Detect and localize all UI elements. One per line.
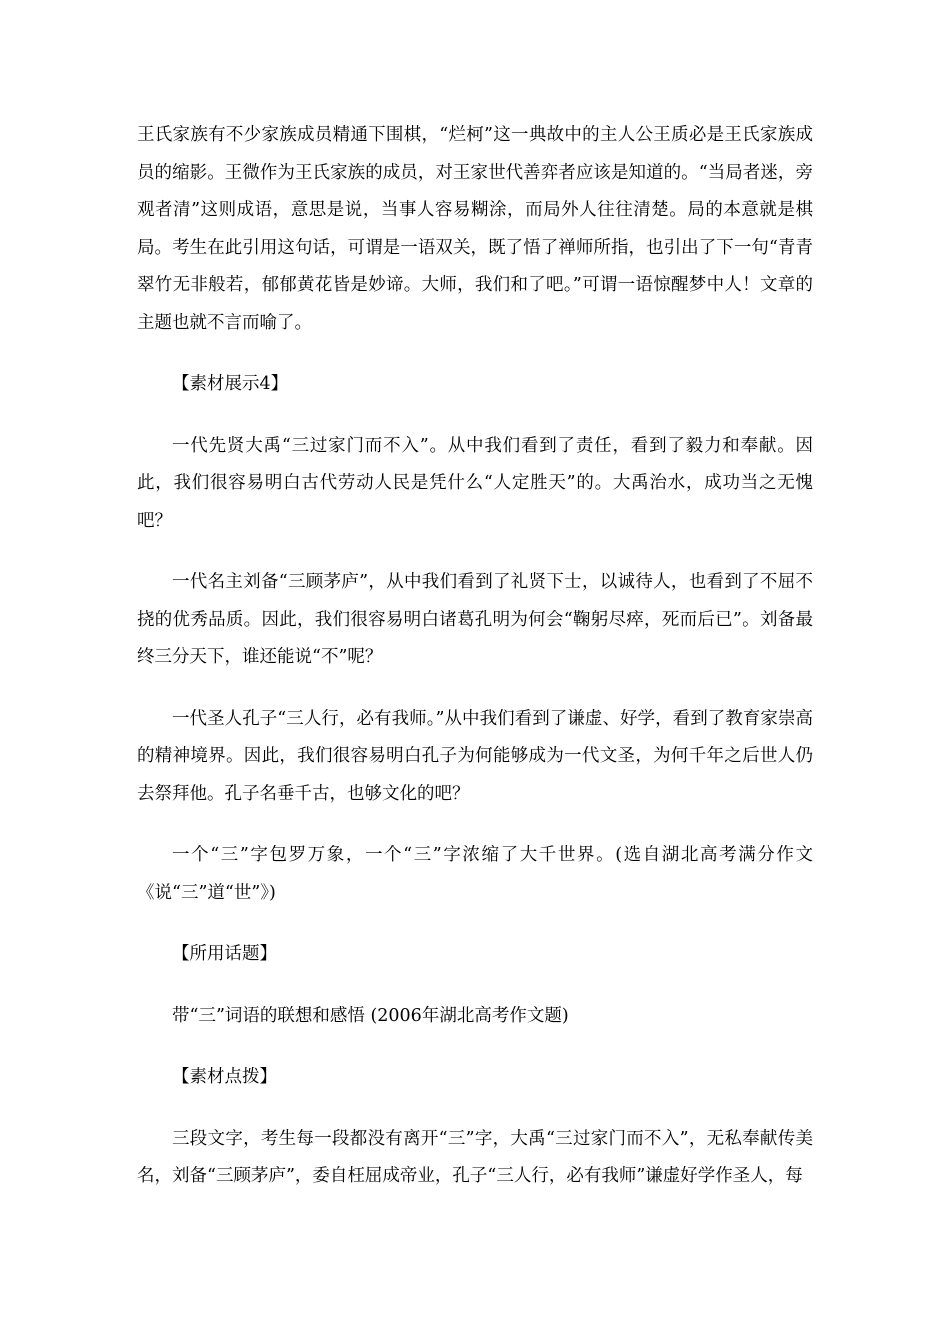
section-heading-commentary: 【素材点拨】 — [172, 1067, 277, 1087]
section-heading-material-4: 【素材展示4】 — [172, 374, 289, 394]
body-paragraph: 三段文字，考生每一段都没有离开“三”字，大禹“三过家门而不入”，无私奉献传美名，刘备“三顾茅庐”，委自枉屈成帝业，孔子“三人行，必有我师”谦虚好学作圣人，每 — [137, 1128, 813, 1186]
body-paragraph: 带“三”词语的联想和感悟 (2006年湖北高考作文题) — [172, 1005, 569, 1026]
body-paragraph: 一个“三”字包罗万象，一个“三”字浓缩了大千世界。(选自湖北高考满分作文《说“三”道“世”》) — [137, 845, 813, 903]
body-paragraph: 一代先贤大禹“三过家门而不入”。从中我们看到了责任，看到了毅力和奉献。因此，我们很容易明白古代劳动人民是凭什么“人定胜天”的。大禹治水，成功当之无愧吧？ — [137, 435, 813, 531]
body-paragraph: 一代名主刘备“三顾茅庐”，从中我们看到了礼贤下士，以诚待人，也看到了不屈不挠的优秀品质。因此，我们很容易明白诸葛孔明为何会“鞠躬尽瘁，死而后已”。刘备最终三分天下，谁还能说“不”呢？ — [137, 572, 813, 667]
document-body — [137, 117, 813, 1196]
section-heading-topic: 【所用话题】 — [172, 944, 277, 964]
body-paragraph: 王氏家族有不少家族成员精通下围棋，“烂柯”这一典故中的主人公王质必是王氏家族成员的缩影。王微作为王氏家族的成员，对王家世代善弈者应该是知道的。“当局者迷，旁观者清”这则成语，意思是说，当事人容易糊涂，而局外人往往清楚。局的本意就是棋局。考生在此引用这句话，可谓是一语双关，既了悟了禅师所指，也引出了下一句“青青翠竹无非般若，郁郁黄花皆是妙谛。大师，我们和了吧。”可谓一语惊醒梦中人！文章的主题也就不言而喻了。 — [137, 125, 813, 333]
body-paragraph: 一代圣人孔子“三人行，必有我师。”从中我们看到了谦虚、好学，看到了教育家崇高的精神境界。因此，我们很容易明白孔子为何能够成为一代文圣，为何千年之后世人仍去祭拜他。孔子名垂千古，也够文化的吧？ — [137, 708, 813, 804]
